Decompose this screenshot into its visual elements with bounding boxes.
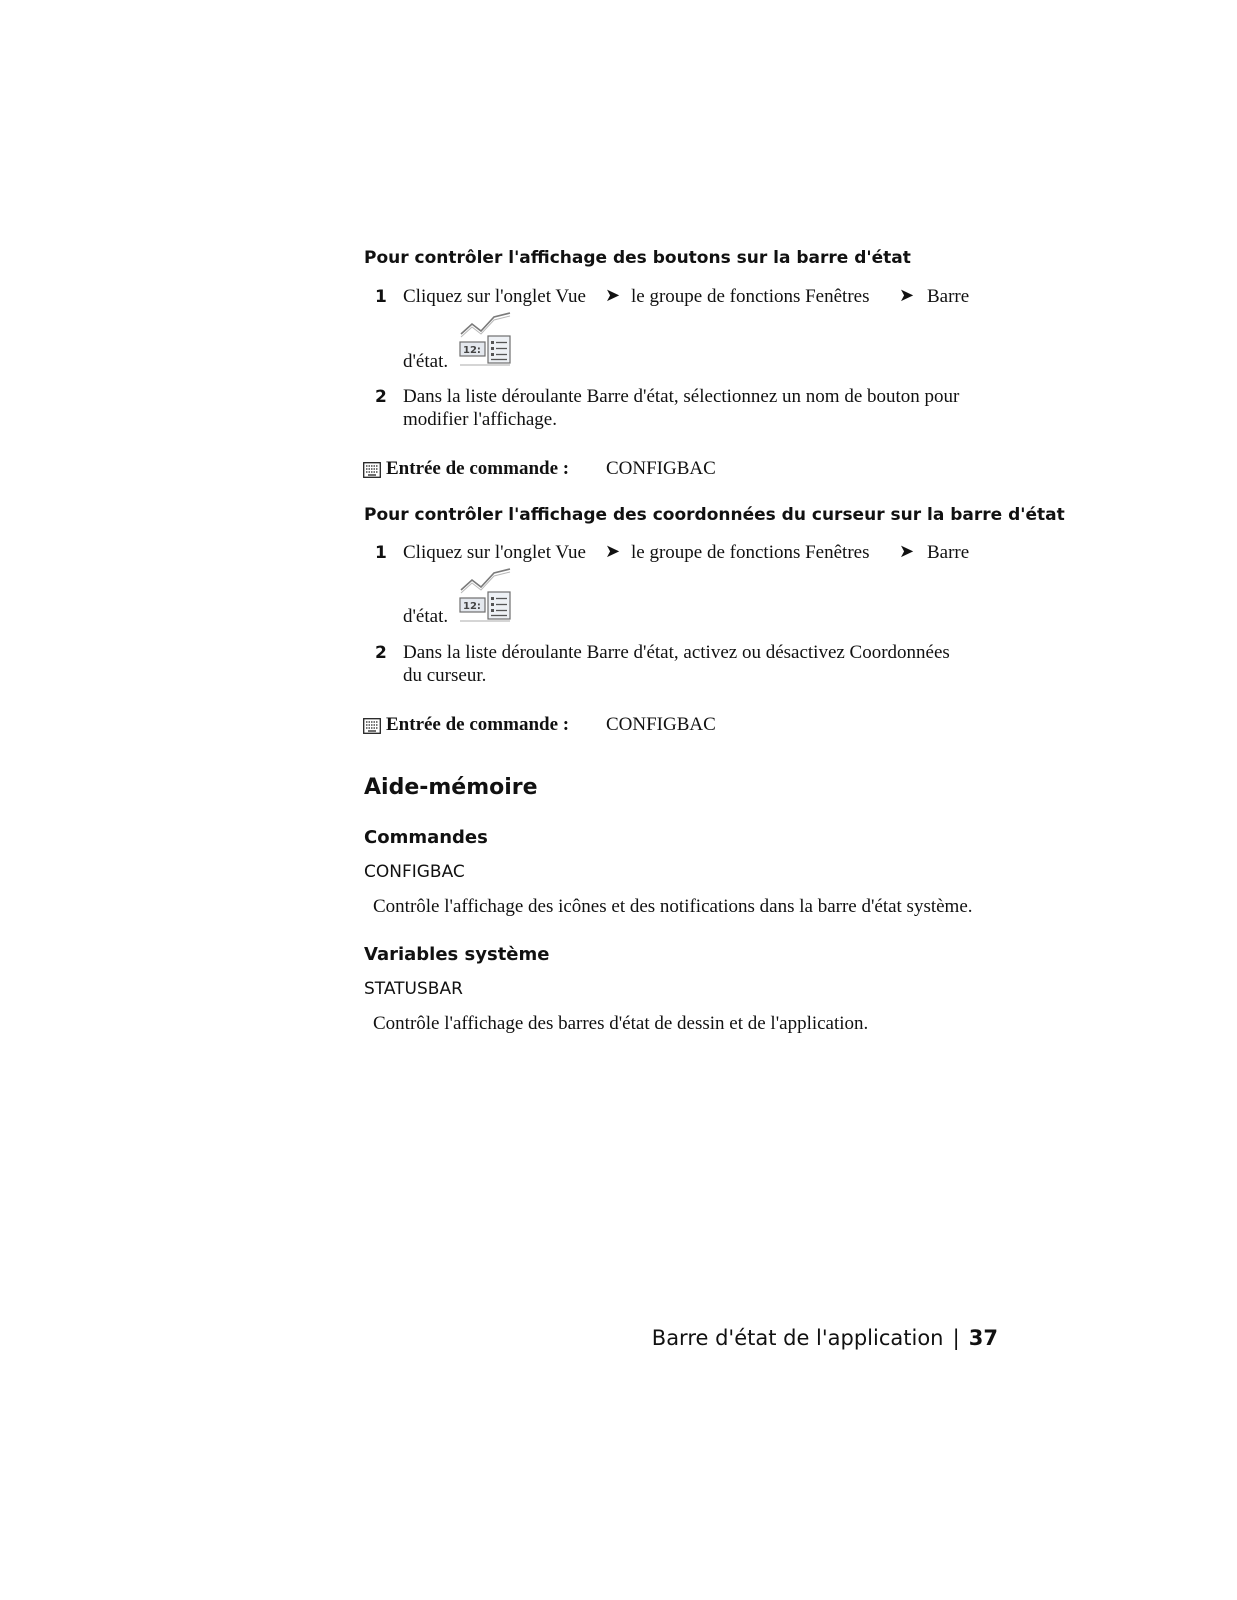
footer-separator: | <box>952 1326 960 1350</box>
menu-arrow: ➤ <box>605 285 621 305</box>
step-text: le groupe de fonctions Fenêtres <box>631 542 870 563</box>
step-number: 1 <box>375 287 387 307</box>
section-heading: Aide-mémoire <box>364 775 538 800</box>
reference-description: Contrôle l'affichage des icônes et des notifications dans la barre d'état système. <box>373 896 973 917</box>
reference-description: Contrôle l'affichage des barres d'état de dessin et de l'application. <box>373 1013 869 1034</box>
step-text: Cliquez sur l'onglet Vue <box>403 286 586 307</box>
procedure-title: Pour contrôler l'affichage des coordonnées du curseur sur la barre d'état <box>364 505 1065 525</box>
step-text: d'état. <box>403 606 449 627</box>
status-bar-icon <box>458 568 512 622</box>
step-number: 2 <box>375 387 387 407</box>
keyboard-icon <box>363 462 381 478</box>
svg-text:12:: 12: <box>463 601 481 612</box>
step-text: Cliquez sur l'onglet Vue <box>403 542 586 563</box>
step-text: Barre <box>927 542 970 563</box>
step-text: d'état. <box>403 351 449 372</box>
subsection-heading: Variables système <box>364 944 550 965</box>
step-text: Dans la liste déroulante Barre d'état, sélectionnez un nom de bouton pour <box>403 386 960 407</box>
step-text: modifier l'affichage. <box>403 409 557 430</box>
step-text: Barre <box>927 286 970 307</box>
footer-section-title: Barre d'état de l'application <box>651 1326 944 1350</box>
page-footer <box>652 1326 998 1350</box>
reference-term: CONFIGBAC <box>364 862 465 882</box>
menu-arrow: ➤ <box>899 285 915 305</box>
command-value: CONFIGBAC <box>606 714 716 735</box>
status-bar-icon <box>458 312 512 366</box>
step-text: le groupe de fonctions Fenêtres <box>631 286 870 307</box>
menu-arrow: ➤ <box>605 541 621 561</box>
step-number: 2 <box>375 643 387 663</box>
procedure-title: Pour contrôler l'affichage des boutons sur la barre d'état <box>364 248 911 268</box>
subsection-heading: Commandes <box>364 827 488 848</box>
command-label: Entrée de commande : <box>386 714 570 735</box>
svg-text:12:: 12: <box>463 345 481 356</box>
step-text: Dans la liste déroulante Barre d'état, activez ou désactivez Coordonnées <box>403 642 950 663</box>
command-value: CONFIGBAC <box>606 458 716 479</box>
command-label: Entrée de commande : <box>386 458 570 479</box>
menu-arrow: ➤ <box>899 541 915 561</box>
reference-term: STATUSBAR <box>364 979 463 999</box>
page-number: 37 <box>968 1326 998 1350</box>
step-text: du curseur. <box>403 665 487 686</box>
step-number: 1 <box>375 543 387 563</box>
keyboard-icon <box>363 718 381 734</box>
